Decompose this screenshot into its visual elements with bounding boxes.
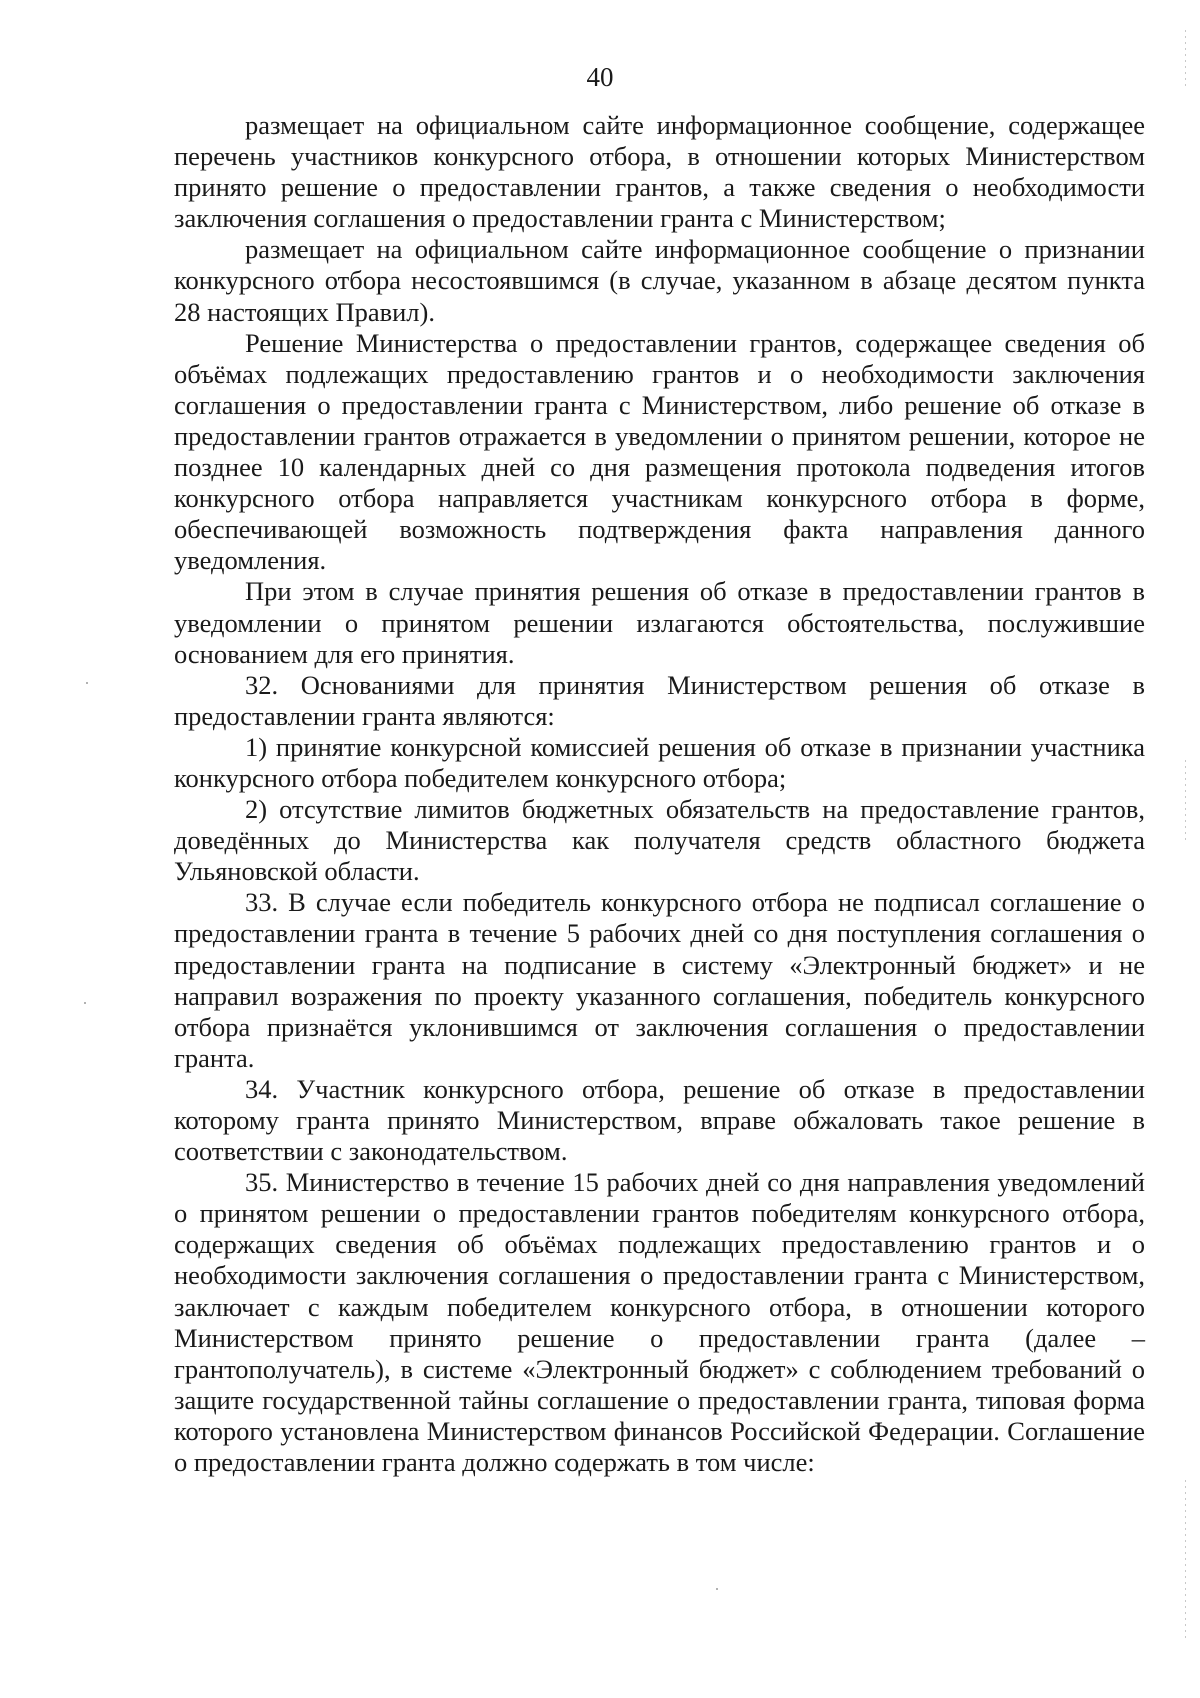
paragraph-ministry-decision: Решение Министерства о предоставлении грантов, содержащее сведения об объёмах подлежащих предоставлению грантов и о необходимости заключения соглашения о предоставлении гранта с Министерством, либо решение об отказе в предоставлении грантов отражается в уведомлении о принятом решении, которое не позднее 10 календарных дней со дня размещения протокола подведения итогов конкурсного отбора направляется участникам конкурсного отбора в форме, обеспечивающей возможность подтверждения факта направления данного уведомления. — [174, 327, 1145, 576]
page-number: 40 — [586, 62, 614, 92]
document-body — [174, 110, 1145, 1478]
paragraph-35-grant-agreement: 35. Министерство в течение 15 рабочих дней со дня направления уведомлений о принятом решении о предоставлении грантов победителям конкурсного отбора, содержащих сведения об объёмах подлежащих предоставлению грантов и о необходимости заключения соглашения о предоставлении гранта с Министерством, заключает с каждым победителем конкурсного отбора, в отношении которого Министерством принято решение о предоставлении гранта (далее – грантополучатель), в системе «Электронный бюджет» с соблюдением требований о защите государственной тайны соглашение о предоставлении гранта, типовая форма которого установлена Министерством финансов Российской Федерации. Соглашение о предоставлении гранта должно содержать в том числе: — [174, 1167, 1145, 1478]
scan-edge-mark — [1185, 30, 1186, 90]
scan-edge-mark — [1185, 760, 1186, 840]
paragraph-refusal-circumstances: При этом в случае принятия решения об отказе в предоставлении грантов в уведомлении о принятом решении излагаются обстоятельства, послужившие основанием для его принятия. — [174, 576, 1145, 669]
scan-edge-mark — [1185, 1480, 1186, 1640]
paragraph-34-appeal: 34. Участник конкурсного отбора, решение об отказе в предоставлении которому гранта принято Министерством, вправе обжаловать такое решение в соответствии с законодательством. — [174, 1073, 1145, 1167]
paragraph-publish-participants: размещает на официальном сайте информационное сообщение, содержащее перечень участников конкурсного отбора, в отношении которых Министерством принято решение о предоставлении грантов, а также сведения о необходимости заключения соглашения о предоставлении гранта с Министерством; — [174, 110, 1145, 234]
scan-speck — [84, 1002, 86, 1004]
paragraph-33-unsigned-agreement: 33. В случае если победитель конкурсного отбора не подписал соглашение о предоставлении гранта в течение 5 рабочих дней со дня поступления соглашения о предоставлении гранта на подписание в систему «Электронный бюджет» и не направил возражения по проекту указанного соглашения, победитель конкурсного отбора признаётся уклонившимся от заключения соглашения о предоставлении гранта. — [174, 887, 1145, 1073]
paragraph-32-item-1: 1) принятие конкурсной комиссией решения об отказе в признании участника конкурсного отбора победителем конкурсного отбора; — [174, 731, 1145, 793]
scan-speck — [716, 1588, 718, 1590]
scan-speck — [86, 682, 88, 684]
paragraph-32-item-2: 2) отсутствие лимитов бюджетных обязательств на предоставление грантов, доведённых до Министерства как получателя средств областного бюджета Ульяновской области. — [174, 794, 1145, 887]
paragraph-publish-failed-selection: размещает на официальном сайте информационное сообщение о признании конкурсного отбора несостоявшимся (в случае, указанном в абзаце десятом пункта 28 настоящих Правил). — [174, 234, 1145, 327]
paragraph-32-refusal-grounds: 32. Основаниями для принятия Министерством решения об отказе в предоставлении гранта являются: — [174, 669, 1145, 731]
